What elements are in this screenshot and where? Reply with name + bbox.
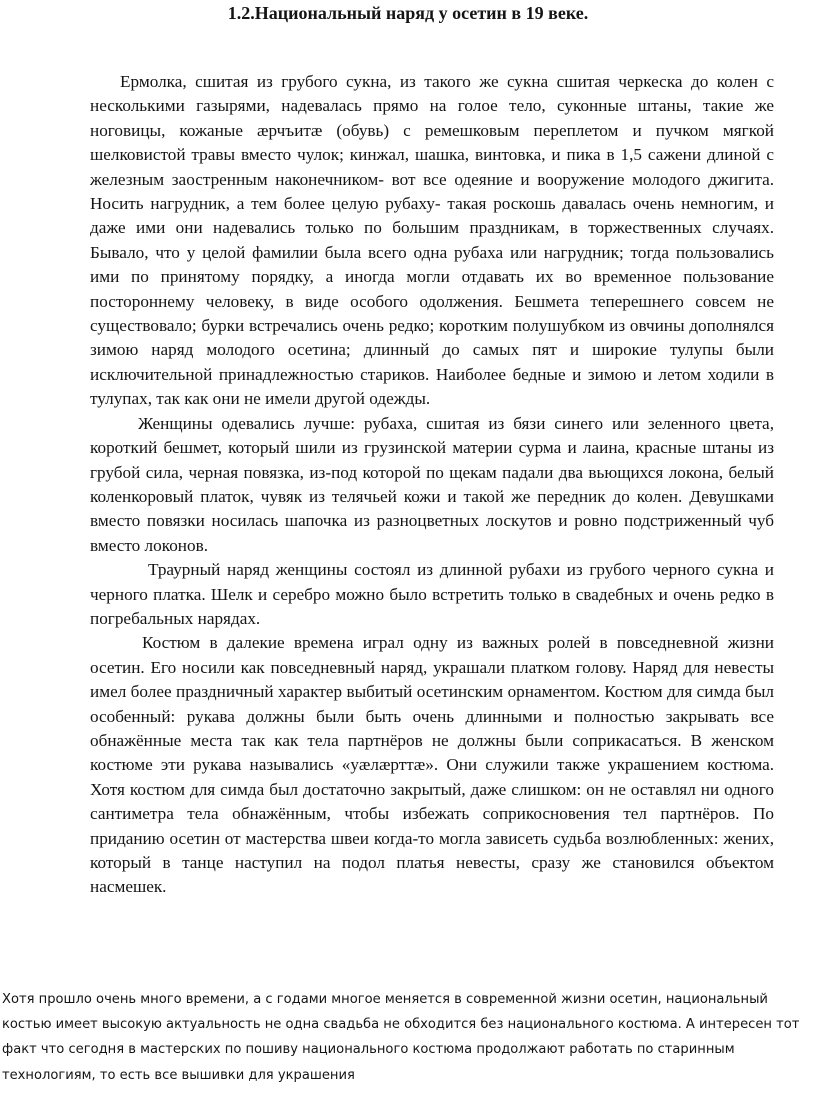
paragraph-mens-costume: Ермолка, сшитая из грубого сукна, из такого же сукна сшитая черкеска до колен с несколькими газырями, надевалась прямо на голое тело, суконные штаны, такие же ноговицы, кожаные æрчъитæ (обувь) с ремешковым переплетом и пучком мягкой шелковистой травы вместо чулок; кинжал, шашка, винтовка, и пика в 1,5 сажени длиной с железным заостренным наконечником- вот все одеяние и вооружение молодого джигита. Носить нагрудник, а тем более целую рубаху- такая роскошь давалась очень немногим, и даже ими они надевались только по большим праздникам, в торжественных случаях. Бывало, что у целой фамилии была всего одна рубаха или нагрудник; тогда пользовались ими по принятому порядку, а иногда могли отдавать их во временное пользование постороннему человеку, в виде особого одолжения. Бешмета теперешнего совсем не существовало; бурки встречались очень редко; коротким полушубком из овчины дополнялся зимою наряд молодого осетина; длинный до самых пят и широкие тулупы были исключительной принадлежностью стариков. Наиболее бедные и зимою и летом ходили в тулупах, так как они не имели другой одежды. bbox=[90, 72, 774, 409]
paragraph-womens-costume: Женщины одевались лучше: рубаха, сшитая из бязи синего или зеленного цвета, короткий бешмет, который шили из грузинской материи сурма и лаина, красные штаны из грубой сила, черная повязка, из-под которой по щекам падали два вьющихся локона, белый коленкоровый платок, чувяк из телячьей кожи и такой же передник до колен. Девушками вместо повязки носилась шапочка из разноцветных лоскутов и ровно подстриженный чуб вместо локонов. bbox=[90, 413, 774, 555]
document-title: 1.2.Национальный наряд у осетин в 19 веке. bbox=[227, 3, 589, 23]
paragraph-costume-role: Костюм в далекие времена играл одну из важных ролей в повседневной жизни осетин. Его носили как повседневный наряд, украшали платком голову. Наряд для невесты имел более праздничный характер выбитый осетинским орнаментом. Костюм для симда был особенный: рукава должны были быть очень длинными и полностью закрывать все обнажённые места так как тела партнёров не должны были соприкасаться. В женском костюме эти рукава назывались «уæлæрттæ». Они служили также украшением костюма. Хотя костюм для симда был достаточно закрытый, даже слишком: он не оставлял ни одного сантиметра тела обнажённым, чтобы избежать соприкосновения тел партнёров. По приданию осетин от мастерства швеи когда-то могла зависеть судьба возлюбленных: жених, который в танце наступил на подол платья невесты, сразу же становился объектом насмешек. bbox=[90, 633, 774, 897]
document-body bbox=[90, 70, 774, 900]
paragraph-modern-relevance: Хотя прошло очень много времени, а с годами многое меняется в современной жизни осетин, национальный костью имеет высокую актуальность не одна свадьба не обходится без национального костюма. А интересен тот факт что сегодня в мастерских по пошиву национального костюма продолжают работать по старинным технологиям, то есть все вышивки для украшения bbox=[2, 992, 800, 1083]
paragraph-mourning-dress: Траурный наряд женщины состоял из длинной рубахи из грубого черного сукна и черного платка. Шелк и серебро можно было встретить только в свадебных и очень редко в погребальных нарядах. bbox=[90, 560, 774, 628]
